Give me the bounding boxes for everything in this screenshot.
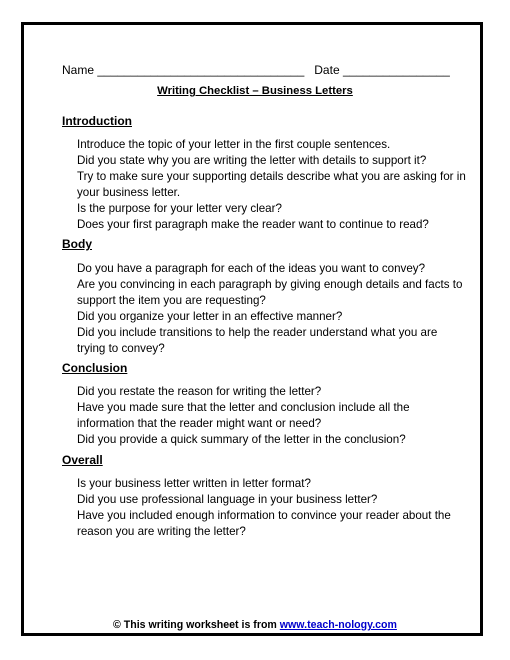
footer-prefix: © This writing worksheet is from xyxy=(113,619,280,631)
section-heading-body: Body xyxy=(62,237,92,251)
checklist-item: Did you use professional language in your business letter? xyxy=(77,493,378,506)
checklist-item: Is the purpose for your letter very clear? xyxy=(77,202,282,215)
checklist-item: Does your first paragraph make the reader want to continue to read? xyxy=(77,218,429,231)
footer-credit xyxy=(24,619,486,631)
checklist-item: Have you made sure that the letter and conclusion include all the information that the reader might want or need? xyxy=(77,401,410,430)
section-heading-overall: Overall xyxy=(62,453,103,467)
date-blank: ________________ xyxy=(342,63,450,77)
section-heading-introduction: Introduction xyxy=(62,114,132,128)
checklist-item: Do you have a paragraph for each of the ideas you want to convey? xyxy=(77,262,426,275)
checklist-item: Introduce the topic of your letter in the first couple sentences. xyxy=(77,138,391,151)
worksheet-page xyxy=(21,22,483,636)
footer-link[interactable]: www.teach-nology.com xyxy=(279,619,397,631)
checklist-item: Is your business letter written in letter format? xyxy=(77,477,311,490)
name-blank: _______________________________ xyxy=(97,63,305,77)
name-label: Name xyxy=(62,63,95,77)
checklist-item: Did you provide a quick summary of the letter in the conclusion? xyxy=(77,433,406,446)
checklist-item: Are you convincing in each paragraph by giving enough details and facts to support the item you are requesting? xyxy=(77,278,463,307)
checklist-item: Did you include transitions to help the reader understand what you are trying to convey? xyxy=(77,326,438,355)
checklist-item: Did you state why you are writing the letter with details to support it? xyxy=(77,154,427,167)
checklist-item: Try to make sure your supporting details describe what you are asking for in your business letter. xyxy=(77,170,466,199)
name-date-line xyxy=(62,63,450,77)
checklist-item: Have you included enough information to convince your reader about the reason you are writing the letter? xyxy=(77,509,451,538)
worksheet-title: Writing Checklist – Business Letters xyxy=(157,85,353,97)
checklist-item: Did you organize your letter in an effective manner? xyxy=(77,310,343,323)
date-label: Date xyxy=(314,63,340,77)
checklist-item: Did you restate the reason for writing the letter? xyxy=(77,385,322,398)
section-heading-conclusion: Conclusion xyxy=(62,361,128,375)
